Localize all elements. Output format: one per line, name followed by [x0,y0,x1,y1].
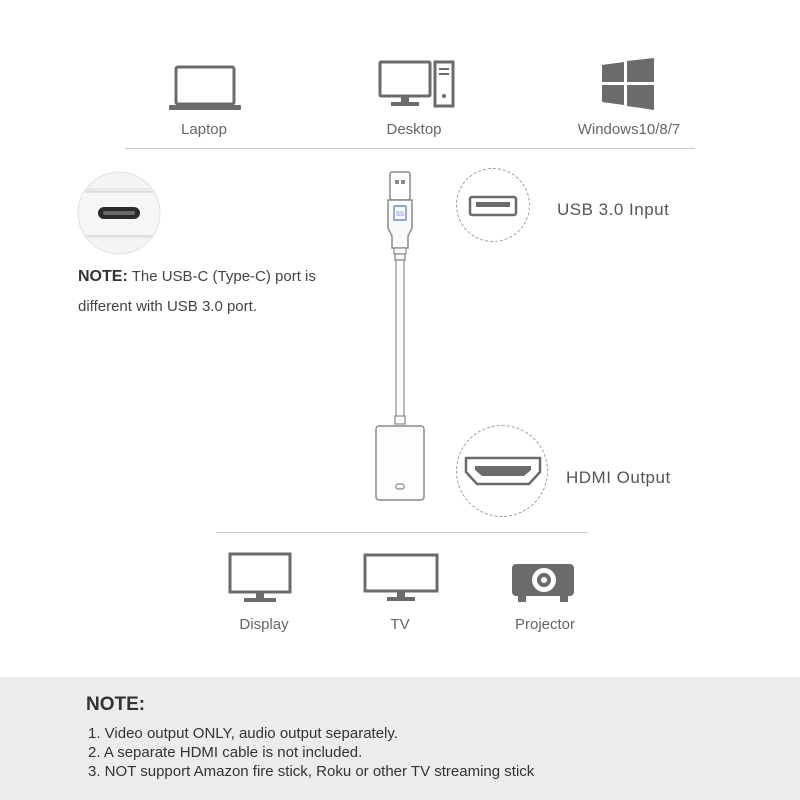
usb-a-port-icon [468,195,518,217]
usb-to-hdmi-adapter-icon [364,168,436,508]
svg-text:SS: SS [395,212,405,218]
desktop-computer-icon [378,60,456,108]
bottom-note-line-2: 2. A separate HDMI cable is not included. [88,744,363,761]
display-label: Display [239,616,289,633]
hdmi-port-icon [463,455,543,487]
laptop-icon [168,64,242,112]
bottom-divider [216,532,588,533]
projector-icon [511,562,575,604]
windows-logo-icon [600,58,656,110]
bottom-note-title: NOTE: [86,694,146,715]
hdmi-output-label: HDMI Output [566,468,671,487]
bottom-note-line-1: 1. Video output ONLY, audio output separately. [88,725,398,742]
left-note [78,262,368,322]
left-note-line2: different with USB 3.0 port. [78,298,257,315]
left-note-line1: The USB-C (Type-C) port is [131,268,316,285]
left-note-title: NOTE: [78,268,128,285]
bottom-note-line-3: 3. NOT support Amazon fire stick, Roku or other TV streaming stick [88,763,535,780]
desktop-label: Desktop [386,121,442,138]
laptop-label: Laptop [181,121,227,138]
windows-label: Windows10/8/7 [577,121,681,138]
display-monitor-icon [228,552,292,604]
tv-label: TV [390,616,410,633]
usb-input-label: USB 3.0 Input [557,200,670,219]
tv-icon [363,553,439,603]
projector-label: Projector [514,616,576,633]
top-divider [125,148,695,149]
usb-c-port-icon [76,170,162,256]
